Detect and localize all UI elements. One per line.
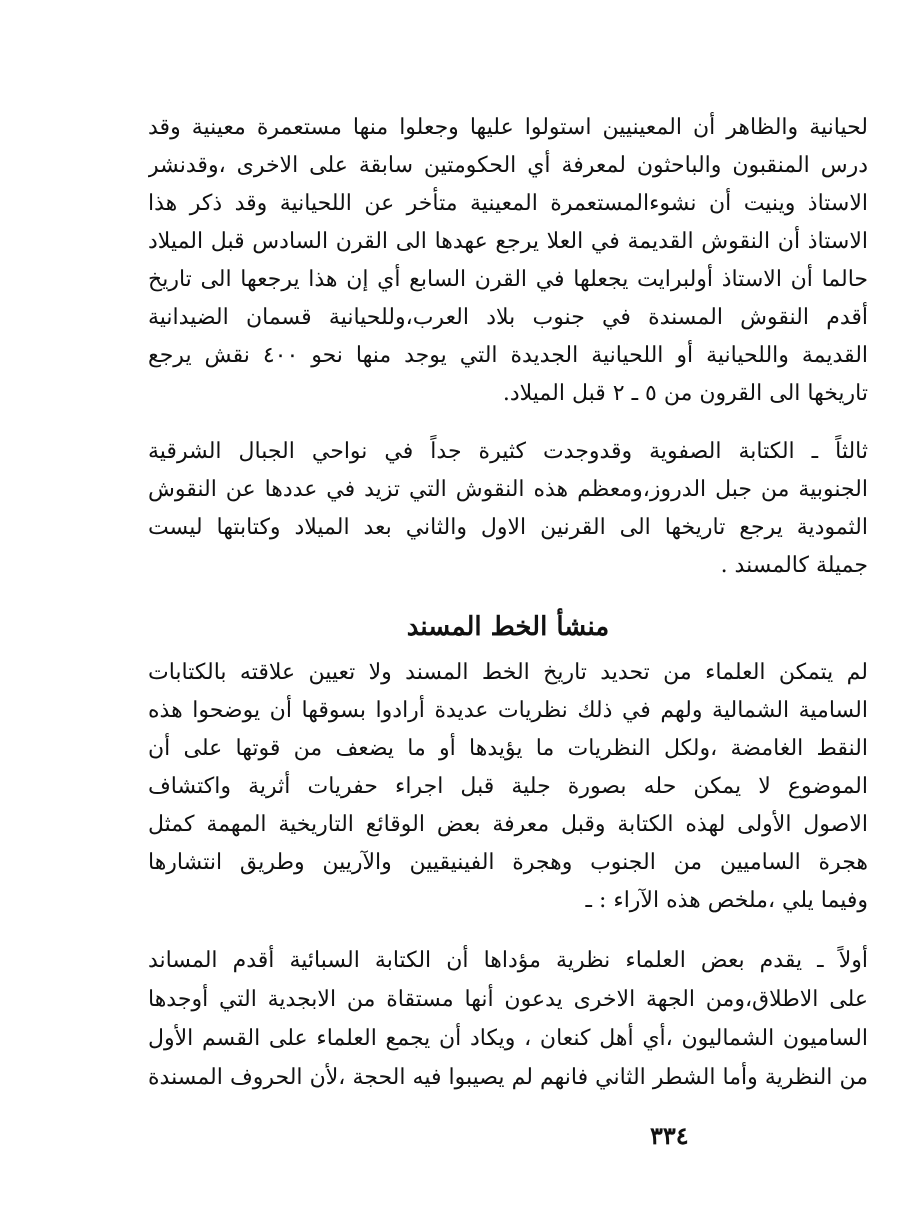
text-line: الموضوع لا يمكن حله بصورة جلية قبل اجراء حفريات أثرية واكتشاف (148, 774, 868, 799)
text-line: الجنوبية من جبل الدروز،ومعظم هذه النقوش التي تزيد في عددها عن النقوش (148, 477, 868, 502)
text-line: القديمة واللحيانية أو اللحيانية الجديدة التي يوجد منها نحو ٤٠٠ نقش يرجع (148, 343, 868, 368)
text-line: على الاطلاق،ومن الجهة الاخرى يدعون أنها مستقاة من الابجدية التي أوجدها (148, 987, 868, 1012)
text-line: الاستاذ وينيت أن نشوءالمستعمرة المعينية متأخر عن اللحيانية وقد ذكر هذا (148, 191, 868, 216)
text-line: النقط الغامضة ،ولكل النظريات ما يؤيدها أو ما يضعف من قوتها على أن (148, 736, 868, 761)
text-line: حالما أن الاستاذ أولبرايت يجعلها في القرن السابع أي إن هذا يرجعها الى تاريخ (148, 267, 868, 292)
text-line: الاستاذ أن النقوش القديمة في العلا يرجع عهدها الى القرن السادس قبل الميلاد (148, 229, 868, 254)
text-line: درس المنقبون والباحثون لمعرفة أي الحكومتين سابقة على الاخرى ،وقدنشر (148, 153, 868, 178)
text-line: من النظرية وأما الشطر الثاني فانهم لم يصيبوا فيه الحجة ،لأن الحروف المسندة (148, 1065, 868, 1090)
text-line: لحيانية والظاهر أن المعينيين استولوا عليها وجعلوا منها مستعمرة معينية وقد (148, 115, 868, 140)
text-line: هجرة الساميين من الجنوب وهجرة الفينيقيين والآريين وطريق انتشارها (148, 850, 868, 875)
paragraph-musnad-origin (148, 654, 868, 920)
text-line: لم يتمكن العلماء من تحديد تاريخ الخط المسند ولا تعيين علاقته بالكتابات (148, 660, 868, 685)
text-line: ثالثاً ـ الكتابة الصفوية وقدوجدت كثيرة جداً في نواحي الجبال الشرقية (148, 439, 868, 464)
text-line: أقدم النقوش المسندة في جنوب بلاد العرب،وللحيانية قسمان الضيدانية (148, 305, 868, 330)
paragraph-lihyanite (148, 109, 868, 413)
text-line: السامية الشمالية ولهم في ذلك نظريات عديدة أرادوا بسوقها أن يوضحوا هذه (148, 698, 868, 723)
paragraph-safaitic (148, 433, 868, 585)
paragraph-first-theory (148, 941, 868, 1097)
text-line: تاريخها الى القرون من ٥ ـ ٢ قبل الميلاد. (502, 381, 868, 406)
text-line: الثمودية يرجع تاريخها الى القرنين الاول والثاني بعد الميلاد وكتابتها ليست (148, 515, 868, 540)
text-line: الساميون الشماليون ،أي أهل كنعان ، ويكاد أن يجمع العلماء على القسم الأول (148, 1026, 868, 1051)
text-line: الاصول الأولى لهذه الكتابة وقبل معرفة بعض الوقائع التاريخية المهمة كمثل (148, 812, 868, 837)
text-line: جميلة كالمسند . (720, 553, 868, 578)
text-line: وفيما يلي ،ملخص هذه الآراء : ـ (585, 888, 868, 913)
section-heading: منشأ الخط المسند (406, 612, 610, 642)
page-number: ٣٣٤ (650, 1121, 689, 1150)
text-line: أولاً ـ يقدم بعض العلماء نظرية مؤداها أن الكتابة السبائية أقدم المساند (148, 948, 868, 973)
